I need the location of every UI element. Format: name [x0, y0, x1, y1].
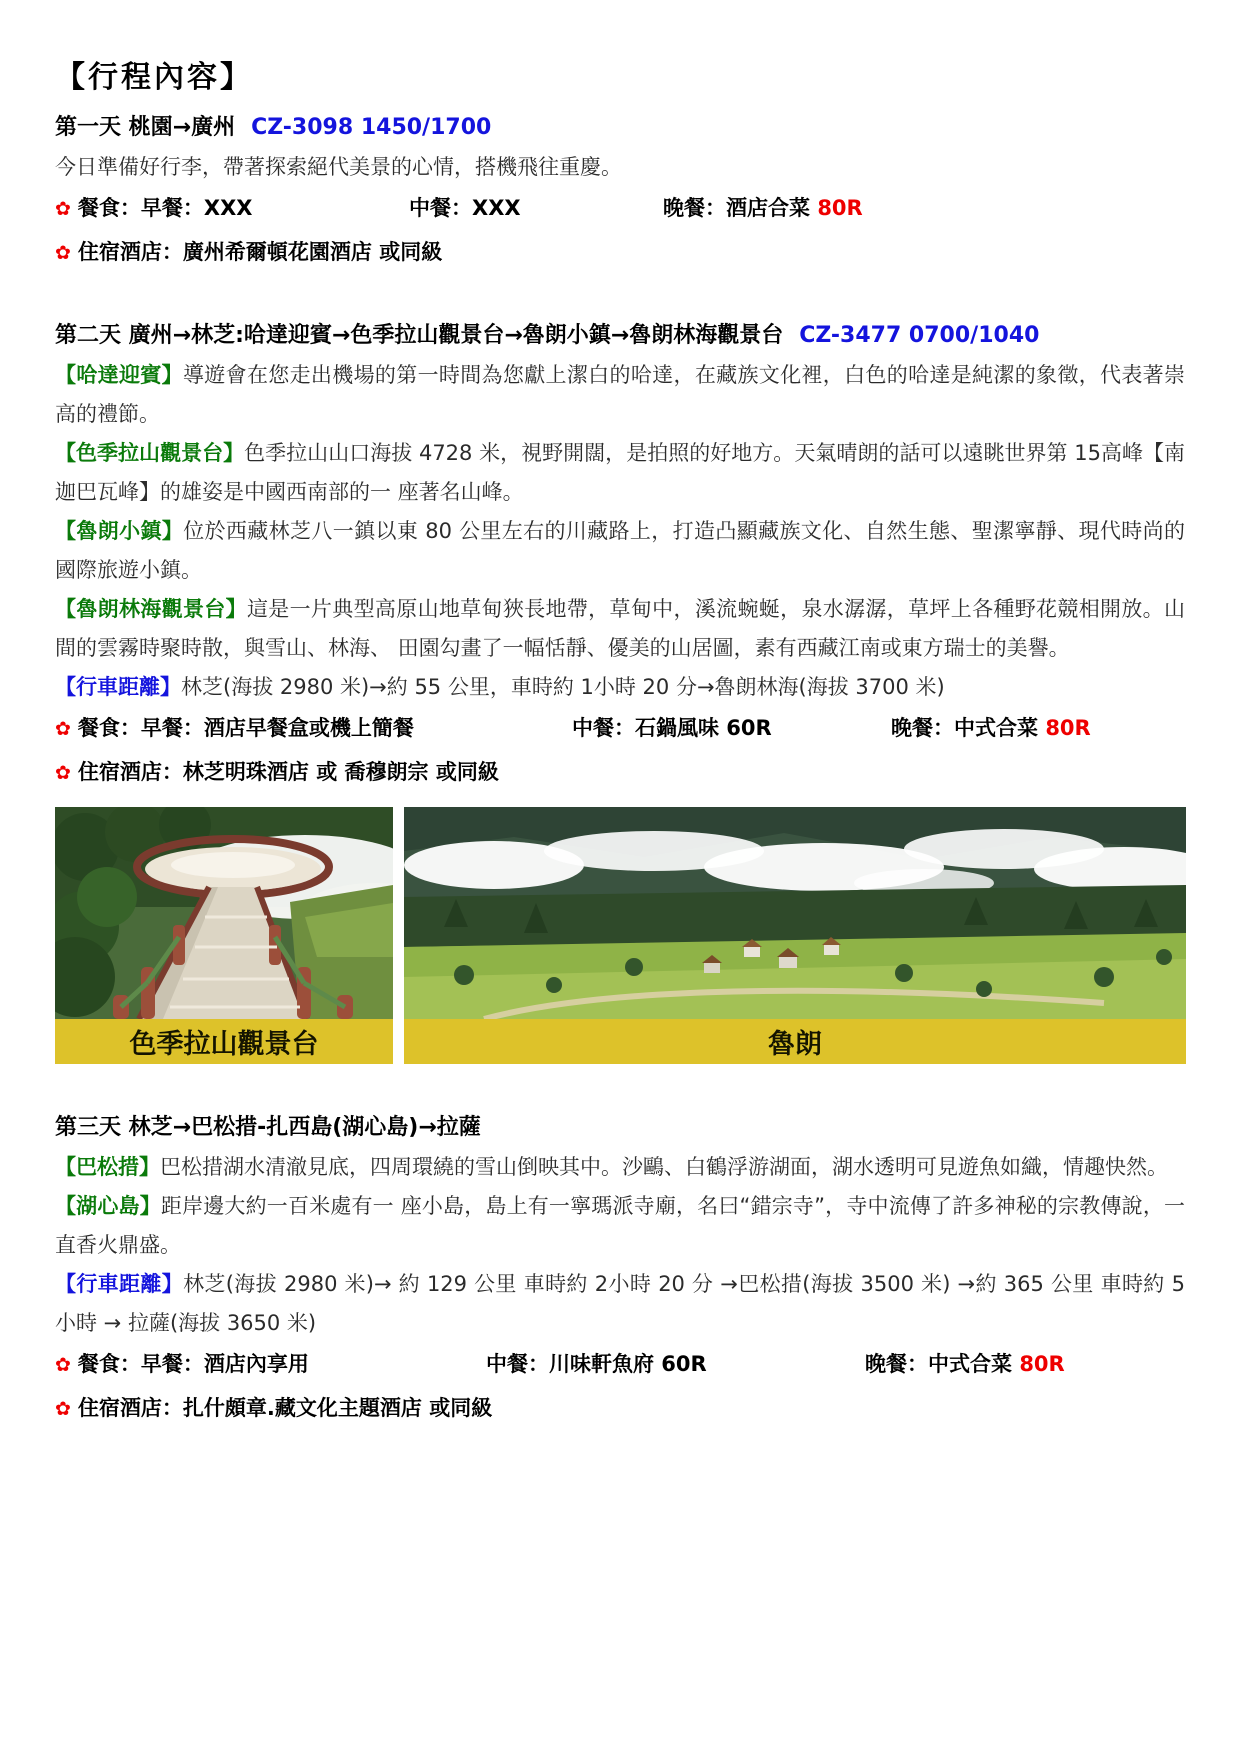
day-3-breakfast [55, 1343, 486, 1387]
sejila-viewpoint-photo [55, 807, 393, 1064]
day-1-lunch: 中餐：XXX [409, 196, 521, 220]
day-2-block [55, 316, 1185, 1064]
section-label: 【巴松措】 [55, 1155, 160, 1179]
section-text: 林芝(海拔 2980 米)→ 約 129 公里 車時約 2小時 20 分 →巴松措(海拔 3500 米) →約 365 公里 車時約 5小時 → 拉薩(海拔 3650 米) [55, 1272, 1186, 1335]
day-1-meals [55, 187, 1185, 231]
section-drive-distance [55, 1265, 1185, 1343]
day-2-photos [55, 807, 1185, 1064]
section-lake-island [55, 1187, 1185, 1265]
breakfast-text: 餐食：早餐：XXX [77, 196, 253, 220]
dinner-price: 80R [817, 196, 863, 220]
section-label: 【湖心島】 [55, 1194, 161, 1218]
section-lulang-town [55, 512, 1185, 590]
dinner-text: 晚餐：酒店合菜 [663, 196, 818, 220]
dinner-price: 80R [1045, 716, 1091, 740]
section-label: 【魯朗林海觀景台】 [55, 597, 247, 621]
dinner-price: 80R [1019, 1352, 1065, 1376]
day-3-heading [55, 1108, 1185, 1148]
section-label: 【行車距離】 [55, 675, 181, 699]
day-3-lunch: 中餐：川味軒魚府 60R [486, 1352, 707, 1376]
day-3-route: 第三天 林芝→巴松措-扎西島(湖心島)→拉薩 [55, 1115, 481, 1140]
photo-caption: 色季拉山觀景台 [55, 1019, 393, 1064]
day-2-dinner [891, 707, 1091, 750]
lulang-photo-art [404, 807, 1186, 1019]
flower-icon: ✿ [55, 1398, 71, 1420]
flower-icon: ✿ [55, 718, 71, 740]
day-1-dinner [663, 187, 863, 230]
breakfast-text: 餐食：早餐：酒店早餐盒或機上簡餐 [77, 716, 414, 740]
flower-icon: ✿ [55, 762, 71, 784]
day-2-route: 第二天 廣州→林芝:哈達迎賓→色季拉山觀景台→魯朗小鎮→魯朗林海觀景台 [55, 323, 784, 348]
lulang-photo [404, 807, 1186, 1064]
section-lulang-forest [55, 590, 1185, 668]
hotel-text: 住宿酒店：廣州希爾頓花園酒店 或同級 [77, 240, 443, 264]
day-1-intro: 今日準備好行李，帶著探索絕代美景的心情，搭機飛往重慶。 [55, 155, 622, 179]
sejila-photo-art [55, 807, 393, 1019]
photo-caption: 魯朗 [404, 1019, 1186, 1064]
breakfast-text: 餐食：早餐：酒店內享用 [77, 1352, 309, 1376]
section-text: 導遊會在您走出機場的第一時間為您獻上潔白的哈達，在藏族文化裡，白色的哈達是純潔的象徵，代表著崇高的禮節。 [55, 363, 1186, 426]
dinner-text: 晚餐：中式合菜 [865, 1352, 1020, 1376]
section-label: 【色季拉山觀景台】 [55, 441, 245, 465]
day-2-meals [55, 707, 1185, 751]
day-2-lunch: 中餐：石鍋風味 60R [572, 716, 772, 740]
section-label: 【魯朗小鎮】 [55, 519, 184, 543]
flower-icon: ✿ [55, 198, 71, 220]
section-hada [55, 356, 1185, 434]
flower-icon: ✿ [55, 242, 71, 264]
day-1-hotel [55, 231, 1185, 275]
section-text: 色季拉山山口海拔 4728 米，視野開闊，是拍照的好地方。天氣晴朗的話可以遠眺世界第 15高峰【南迦巴瓦峰】的雄姿是中國西南部的一 座著名山峰。 [55, 441, 1185, 504]
day-2-hotel [55, 751, 1185, 795]
hotel-text: 住宿酒店：扎什頗章.藏文化主題酒店 或同級 [77, 1396, 493, 1420]
section-sejila [55, 434, 1185, 512]
day-1-flight-info: CZ-3098 1450/1700 [251, 115, 492, 140]
day-3-meals [55, 1343, 1185, 1387]
section-drive-distance [55, 668, 1185, 707]
section-basongcuo [55, 1148, 1185, 1187]
section-text: 這是一片典型高原山地草甸狹長地帶，草甸中，溪流蜿蜒，泉水潺潺，草坪上各種野花競相開放。山間的雲霧時聚時散，與雪山、林海、 田園勾畫了一幅恬靜、優美的山居圖，素有西藏江南或東方瑞士的美譽。 [55, 597, 1186, 660]
day-3-hotel [55, 1387, 1185, 1431]
day-1-block [55, 108, 1185, 275]
flower-icon: ✿ [55, 1354, 71, 1376]
hotel-text: 住宿酒店：林芝明珠酒店 或 喬穆朗宗 或同級 [77, 760, 499, 784]
day-3-dinner [865, 1343, 1065, 1386]
section-label: 【哈達迎賓】 [55, 363, 183, 387]
section-text: 位於西藏林芝八一鎮以東 80 公里左右的川藏路上，打造凸顯藏族文化、自然生態、聖潔寧靜、現代時尚的國際旅遊小鎮。 [55, 519, 1185, 582]
section-text: 距岸邊大約一百米處有一 座小島，島上有一寧瑪派寺廟，名曰“錯宗寺”，寺中流傳了許多神秘的宗教傳說，一直香火鼎盛。 [55, 1194, 1185, 1257]
day-2-heading [55, 316, 1185, 356]
day-3-block [55, 1108, 1185, 1431]
day-1-route: 第一天 桃園→廣州 [55, 115, 236, 140]
section-text: 巴松措湖水清澈見底，四周環繞的雪山倒映其中。沙鷗、白鶴浮游湖面，湖水透明可見遊魚如織，情趣快然。 [160, 1155, 1168, 1179]
dinner-text: 晚餐：中式合菜 [891, 716, 1046, 740]
day-1-heading [55, 108, 1185, 148]
section-text: 林芝(海拔 2980 米)→約 55 公里，車時約 1小時 20 分→魯朗林海(海拔 3700 米) [181, 675, 945, 699]
page-title: 【行程內容】 [55, 60, 253, 95]
day-2-flight-info: CZ-3477 0700/1040 [799, 323, 1040, 348]
day-2-breakfast [55, 707, 572, 751]
day-1-breakfast [55, 187, 409, 231]
section-label: 【行車距離】 [55, 1272, 184, 1296]
